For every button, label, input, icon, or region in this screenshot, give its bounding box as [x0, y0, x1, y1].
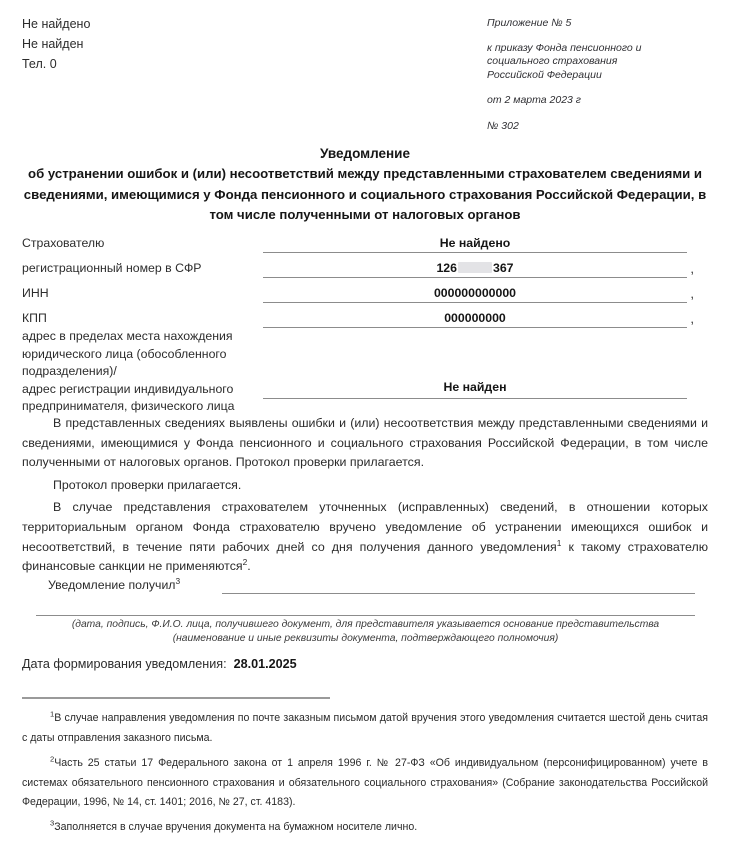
field-value-inn: 000000000000 — [433, 286, 517, 300]
address-label-line-3: подразделения)/ — [22, 364, 117, 378]
field-row-insurant — [0, 234, 730, 259]
body-paragraph-3-part-3: . — [247, 559, 251, 574]
signature-caption-line-2: (наименование и иные реквизиты документа, подтверждающего полномочия) — [172, 632, 559, 644]
body-paragraph-3-part-1: В случае представления страхователем уточненных (исправленных) сведений, в отношении которых территориальным органом Фонда страхователю вручено уведомление об устранении имеющихся ошибок и несоответствий, в течение пяти рабочих дней со дня получения данного уведомления — [22, 500, 708, 554]
footnote-marker-3: 3 — [50, 817, 55, 827]
field-comma-registration-number: , — [690, 261, 694, 276]
approval-order-date: от 2 марта 2023 г — [487, 94, 581, 106]
field-line-kpp — [263, 309, 687, 328]
signature-line-primary[interactable] — [222, 592, 695, 594]
footnote-separator — [22, 697, 330, 699]
registration-number-suffix: 367 — [493, 261, 514, 275]
field-label-registration-number: регистрационный номер в СФР — [22, 261, 202, 275]
sender-person: Не найден — [22, 37, 84, 51]
footnote-text-2: Часть 25 статьи 17 Федерального закона от 1 апреля 1996 г. № 27-ФЗ «Об индивидуальном (персонифицированном) учете в системах обязательного пенсионного страхования и обязательного социального страхования» (Собрание законодательства Российской Федерации, 1996, № 14, ст. 1401; 2016, № 27, ст. 4183). — [22, 757, 708, 808]
body-section — [22, 414, 708, 577]
body-paragraph-3-part-2: к такому страхователю финансовые санкции не применяются — [22, 539, 708, 574]
sender-block — [22, 14, 90, 74]
fields-section — [0, 234, 730, 334]
page-subtitle: об устранении ошибок и (или) несоответствий между представленными страхователем сведениями и сведениями, имеющимися у Фонда пенсионного и социального страхования Российской Федерации, в том числе полученными от налоговых органов — [23, 166, 707, 222]
field-value-registration-number — [436, 259, 513, 277]
field-value-kpp: 000000000 — [444, 311, 506, 325]
document-header — [0, 14, 730, 132]
address-label — [22, 328, 262, 416]
field-label-kpp: КПП — [22, 311, 47, 325]
sender-phone: Тел. 0 — [22, 57, 57, 71]
field-label-insurant: Страхователю — [22, 236, 105, 250]
footnote-ref-2: 2 — [242, 557, 248, 568]
footnote-3 — [22, 818, 708, 838]
footnote-ref-1: 1 — [556, 537, 562, 548]
address-label-line-5: предпринимателя, физического лица — [22, 399, 235, 413]
address-label-line-1: адрес в пределах места нахождения — [22, 329, 233, 343]
approval-block — [487, 17, 717, 133]
signature-line-secondary[interactable] — [36, 614, 695, 616]
signature-caption — [36, 618, 695, 645]
address-label-line-2: юридического лица (обособленного — [22, 346, 227, 361]
field-label-inn: ИНН — [22, 286, 49, 300]
sender-organization: Не найдено — [22, 17, 91, 31]
field-line-inn — [263, 284, 687, 303]
address-label-line-4: адрес регистрации индивидуального — [22, 381, 234, 396]
page-title: Уведомление — [319, 146, 410, 161]
receipt-label-text: Уведомление получил — [48, 578, 176, 592]
receipt-label — [48, 576, 180, 594]
footnote-1 — [22, 709, 708, 748]
approval-appendix: Приложение № 5 — [487, 17, 572, 29]
approval-order-line-2: социального страхования — [487, 55, 618, 67]
field-value-insurant: Не найдено — [439, 236, 511, 250]
field-line-registration-number — [263, 259, 687, 278]
creation-date-label: Дата формирования уведомления: — [22, 657, 227, 671]
body-paragraph-3 — [22, 498, 708, 576]
creation-date-row — [22, 655, 297, 673]
footnote-marker-1: 1 — [50, 709, 55, 719]
footnote-2 — [22, 754, 708, 813]
creation-date-value: 28.01.2025 — [233, 657, 297, 671]
title-block — [18, 145, 712, 226]
address-line — [263, 378, 687, 399]
field-line-insurant — [263, 234, 687, 253]
approval-order-line-3: Российской Федерации — [487, 68, 602, 81]
field-comma-inn: , — [690, 286, 694, 301]
registration-number-prefix: 126 — [436, 261, 457, 275]
body-paragraph-2: Протокол проверки прилагается. — [53, 477, 242, 492]
address-value: Не найден — [443, 380, 507, 394]
approval-order-line-1: к приказу Фонда пенсионного и — [487, 41, 642, 54]
address-section — [0, 328, 730, 413]
signature-caption-line-1: (дата, подпись, Ф.И.О. лица, получившего документ, для представителя указывается основание представительства — [71, 619, 660, 630]
footnotes-section — [22, 709, 708, 843]
footnote-text-3: Заполняется в случае вручения документа на бумажном носителе лично. — [54, 820, 418, 833]
redaction-block — [458, 262, 492, 273]
footnote-marker-2: 2 — [50, 754, 55, 764]
footnote-text-1: В случае направления уведомления по почте заказным письмом датой вручения этого уведомления считается шестой день считая с даты отправления заказного письма. — [22, 712, 708, 744]
field-row-registration-number — [0, 259, 730, 284]
footnote-ref-3: 3 — [175, 575, 181, 586]
field-row-inn — [0, 284, 730, 309]
field-comma-kpp: , — [690, 311, 694, 326]
body-paragraph-1: В представленных сведениях выявлены ошибки и (или) несоответствия между представленными сведениями и сведениями, имеющимися у Фонда пенсионного и социального страхования Российской Федерации, в том числе полученными от налоговых органов. Протокол проверки прилагается. — [22, 416, 708, 470]
approval-order-number: № 302 — [487, 119, 519, 132]
